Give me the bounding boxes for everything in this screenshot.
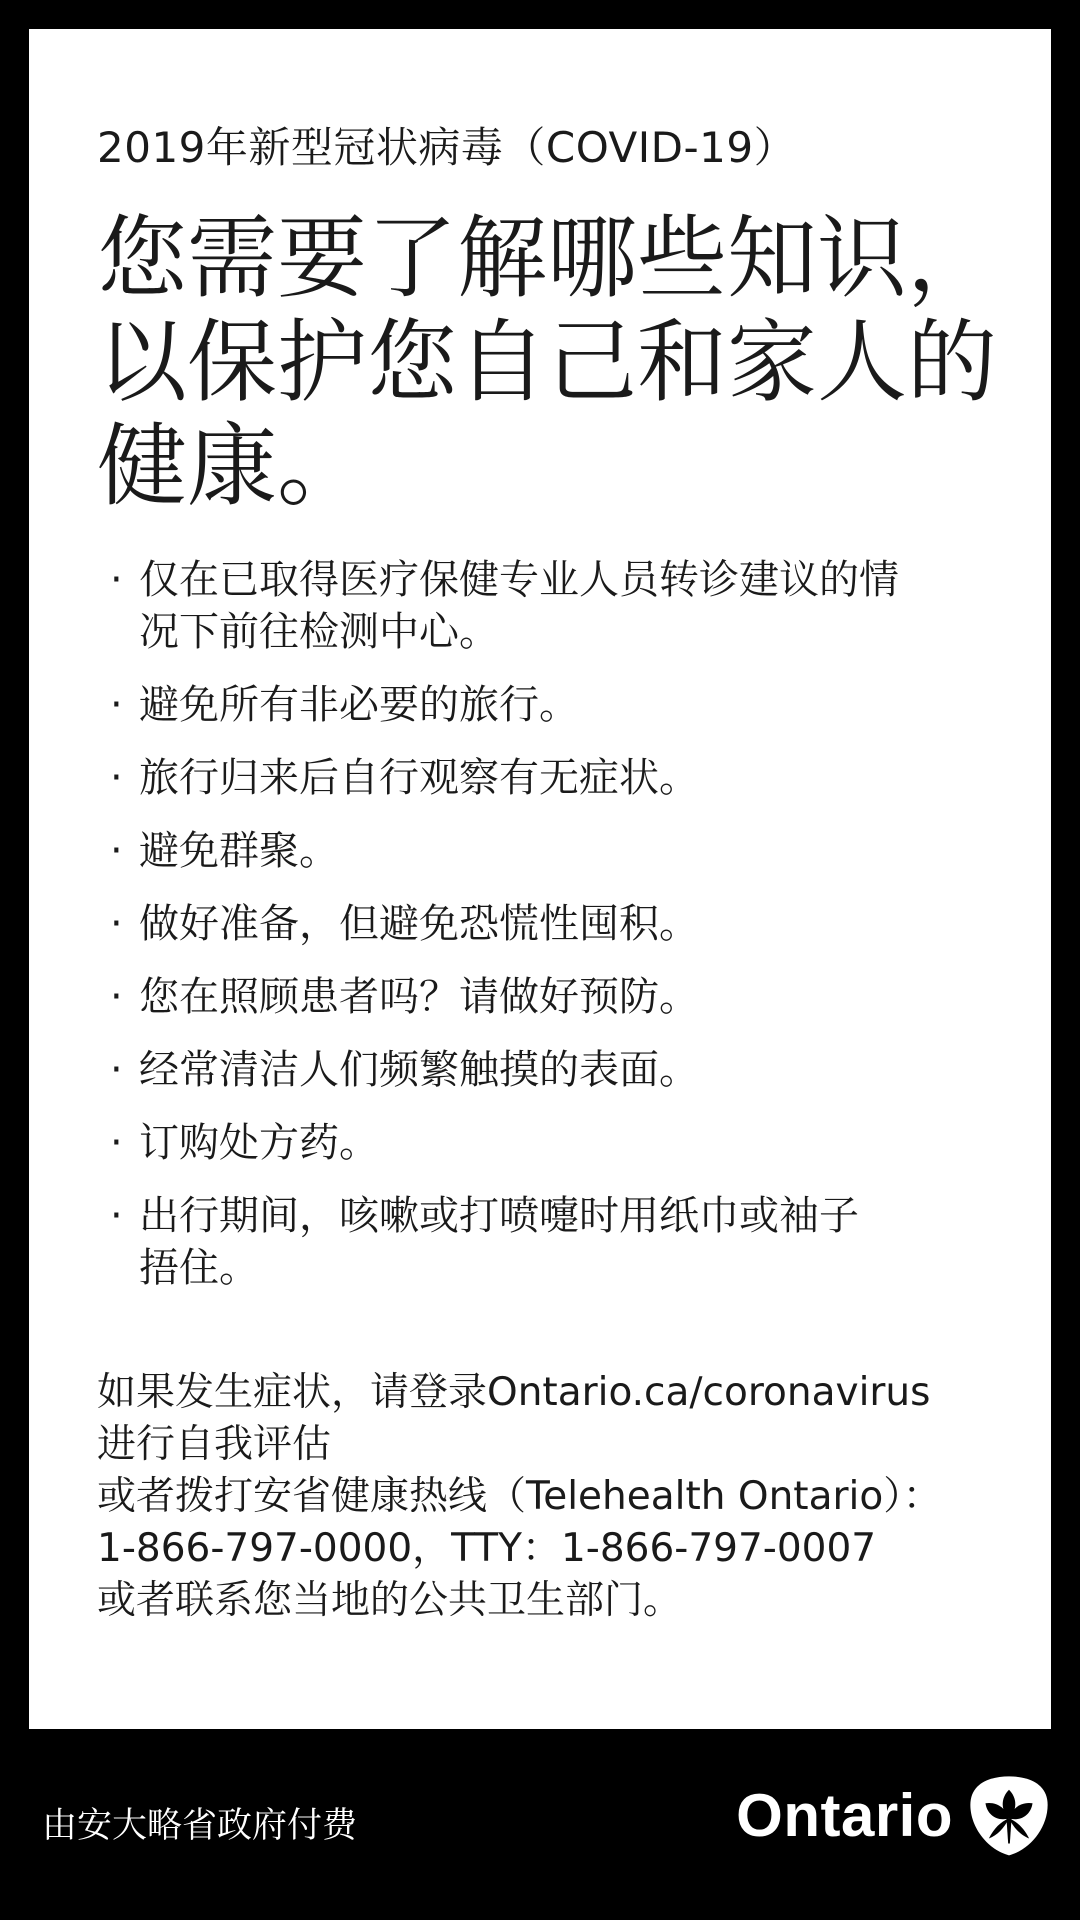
ontario-logo: [736, 1772, 1051, 1858]
advice-item: [97, 825, 997, 877]
contact-info: [97, 1367, 1027, 1627]
advice-list: [97, 554, 997, 1315]
advice-line: 况下前往检测中心。: [139, 609, 499, 655]
contact-line: 1-866-797-0000，TTY：1-866-797-0007: [97, 1526, 877, 1571]
contact-line: 如果发生症状，请登录Ontario.ca/coronavirus: [97, 1370, 931, 1415]
contact-line: 或者拨打安省健康热线（Telehealth Ontario）：: [97, 1474, 942, 1519]
advice-item: [97, 1190, 997, 1294]
advice-line: 做好准备，但避免恐慌性囤积。: [139, 901, 699, 947]
bullet-marker: ·: [110, 1120, 123, 1166]
advice-item: [97, 554, 997, 658]
advice-item: [97, 752, 997, 804]
poster-headline: [97, 207, 1027, 519]
advice-line: 捂住。: [139, 1245, 259, 1291]
headline-line: 以保护您自己和家人的: [97, 310, 997, 415]
contact-line: 进行自我评估: [97, 1422, 332, 1467]
bullet-marker: ·: [110, 557, 123, 603]
paid-by-notice: 由安大略省政府付费: [42, 1806, 358, 1846]
advice-line: 订购处方药。: [139, 1120, 379, 1166]
advice-item: [97, 898, 997, 950]
advice-item: [97, 1044, 997, 1096]
bullet-marker: ·: [110, 974, 123, 1020]
contact-line: 或者联系您当地的公共卫生部门。: [97, 1578, 683, 1623]
bullet-marker: ·: [110, 901, 123, 947]
advice-line: 您在照顾患者吗？请做好预防。: [139, 974, 699, 1020]
advice-line: 经常清洁人们频繁触摸的表面。: [139, 1047, 699, 1093]
bullet-marker: ·: [110, 828, 123, 874]
poster-panel: [29, 29, 1051, 1729]
headline-line: 您需要了解哪些知识，: [97, 206, 997, 311]
bullet-marker: ·: [110, 1047, 123, 1093]
trillium-icon: [967, 1773, 1051, 1857]
advice-item: [97, 679, 997, 731]
advice-line: 出行期间，咳嗽或打喷嚏时用纸巾或袖子: [139, 1193, 859, 1239]
advice-line: 仅在已取得医疗保健专业人员转诊建议的情: [139, 557, 899, 603]
bullet-marker: ·: [110, 682, 123, 728]
bullet-marker: ·: [110, 1193, 123, 1239]
headline-line: 健康。: [97, 414, 367, 519]
advice-line: 避免所有非必要的旅行。: [139, 682, 579, 728]
advice-line: 避免群聚。: [139, 828, 339, 874]
bullet-marker: ·: [110, 755, 123, 801]
poster-subtitle: 2019年新型冠状病毒（COVID-19）: [97, 123, 797, 172]
advice-line: 旅行归来后自行观察有无症状。: [139, 755, 699, 801]
advice-item: [97, 971, 997, 1023]
brand-name: Ontario: [736, 1781, 953, 1849]
advice-item: [97, 1117, 997, 1169]
